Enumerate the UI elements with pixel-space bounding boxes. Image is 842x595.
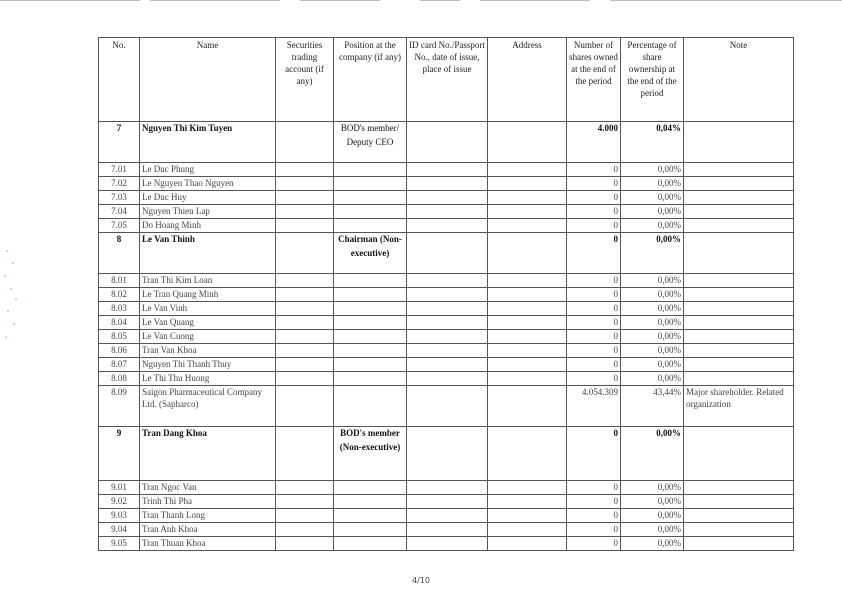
- cell-id-card: [407, 372, 488, 386]
- cell-shares: 0: [567, 427, 621, 481]
- cell-id-card: [407, 316, 488, 330]
- cell-address: [488, 481, 567, 495]
- cell-name: Trinh Thi Pha: [140, 495, 276, 509]
- cell-note: [684, 481, 794, 495]
- cell-position: [334, 358, 407, 372]
- col-name: Name: [140, 38, 276, 122]
- cell-name: Tran Van Khoa: [140, 344, 276, 358]
- table-row: [99, 537, 794, 551]
- cell-name: Tran Dang Khoa: [140, 427, 276, 481]
- col-securities: Securities trading account (if any): [276, 38, 334, 122]
- cell-note: [684, 330, 794, 344]
- table-row: [99, 372, 794, 386]
- cell-no: 8: [99, 233, 140, 274]
- cell-no: 9.04: [99, 523, 140, 537]
- cell-id-card: [407, 177, 488, 191]
- cell-shares: 0: [567, 330, 621, 344]
- cell-position: [334, 386, 407, 427]
- cell-shares: 0: [567, 302, 621, 316]
- table-row: [99, 495, 794, 509]
- cell-name: Tran Thuan Khoa: [140, 537, 276, 551]
- cell-id-card: [407, 233, 488, 274]
- cell-id-card: [407, 386, 488, 427]
- cell-securities: [276, 219, 334, 233]
- cell-address: [488, 288, 567, 302]
- cell-shares: 0: [567, 177, 621, 191]
- cell-position: [334, 344, 407, 358]
- cell-id-card: [407, 122, 488, 163]
- cell-shares: 0: [567, 509, 621, 523]
- cell-name: Le Van Thinh: [140, 233, 276, 274]
- cell-percentage: 0,00%: [621, 509, 684, 523]
- cell-position: [334, 219, 407, 233]
- cell-note: [684, 358, 794, 372]
- cell-note: [684, 509, 794, 523]
- cell-no: 8.03: [99, 302, 140, 316]
- cell-percentage: 43,44%: [621, 386, 684, 427]
- table-row: [99, 427, 794, 481]
- cell-position: [334, 495, 407, 509]
- cell-percentage: 0,00%: [621, 163, 684, 177]
- cell-address: [488, 358, 567, 372]
- cell-percentage: 0,00%: [621, 427, 684, 481]
- cell-securities: [276, 233, 334, 274]
- cell-securities: [276, 537, 334, 551]
- table-row: [99, 302, 794, 316]
- table-header: [99, 38, 794, 122]
- cell-id-card: [407, 330, 488, 344]
- cell-no: 7.02: [99, 177, 140, 191]
- cell-no: 7.05: [99, 219, 140, 233]
- cell-securities: [276, 205, 334, 219]
- cell-name: Tran Thi Kim Loan: [140, 274, 276, 288]
- table-row: [99, 163, 794, 177]
- cell-no: 8.05: [99, 330, 140, 344]
- cell-no: 8.04: [99, 316, 140, 330]
- cell-id-card: [407, 537, 488, 551]
- cell-no: 9: [99, 427, 140, 481]
- table-row: [99, 523, 794, 537]
- table-row: [99, 122, 794, 163]
- cell-percentage: 0,00%: [621, 344, 684, 358]
- cell-name: Tran Thanh Long: [140, 509, 276, 523]
- col-position: Position at the company (if any): [334, 38, 407, 122]
- col-note: Note: [684, 38, 794, 122]
- cell-id-card: [407, 427, 488, 481]
- cell-no: 9.02: [99, 495, 140, 509]
- cell-shares: 0: [567, 233, 621, 274]
- cell-address: [488, 523, 567, 537]
- cell-position: [334, 177, 407, 191]
- cell-id-card: [407, 358, 488, 372]
- cell-address: [488, 177, 567, 191]
- cell-id-card: [407, 523, 488, 537]
- cell-id-card: [407, 495, 488, 509]
- cell-note: [684, 274, 794, 288]
- cell-position: [334, 330, 407, 344]
- cell-percentage: 0,00%: [621, 177, 684, 191]
- cell-address: [488, 191, 567, 205]
- cell-shares: 0: [567, 316, 621, 330]
- cell-shares: 0: [567, 191, 621, 205]
- cell-name: Tran Ngoc Van: [140, 481, 276, 495]
- cell-note: [684, 191, 794, 205]
- cell-shares: 0: [567, 163, 621, 177]
- cell-no: 8.09: [99, 386, 140, 427]
- cell-percentage: 0,00%: [621, 274, 684, 288]
- cell-no: 9.03: [99, 509, 140, 523]
- cell-name: Le Duc Huy: [140, 191, 276, 205]
- cell-securities: [276, 288, 334, 302]
- cell-id-card: [407, 302, 488, 316]
- cell-name: Le Van Cuong: [140, 330, 276, 344]
- cell-securities: [276, 177, 334, 191]
- cell-id-card: [407, 191, 488, 205]
- related-persons-table: [98, 37, 794, 551]
- cell-name: Do Hoang Minh: [140, 219, 276, 233]
- cell-percentage: 0,00%: [621, 205, 684, 219]
- cell-address: [488, 163, 567, 177]
- cell-name: Saigon Pharmaceutical Company Ltd. (Sapharco): [140, 386, 276, 427]
- cell-address: [488, 122, 567, 163]
- cell-name: Nguyen Thi Thanh Thuy: [140, 358, 276, 372]
- cell-address: [488, 219, 567, 233]
- cell-position: BOD's member/ Deputy CEO: [334, 122, 407, 163]
- cell-id-card: [407, 219, 488, 233]
- cell-note: [684, 427, 794, 481]
- cell-note: [684, 219, 794, 233]
- cell-percentage: 0,00%: [621, 358, 684, 372]
- cell-address: [488, 302, 567, 316]
- cell-shares: 0: [567, 481, 621, 495]
- cell-percentage: 0,00%: [621, 219, 684, 233]
- cell-address: [488, 495, 567, 509]
- table-row: [99, 316, 794, 330]
- cell-note: [684, 372, 794, 386]
- cell-shares: 4.054.309: [567, 386, 621, 427]
- cell-securities: [276, 302, 334, 316]
- cell-shares: 0: [567, 523, 621, 537]
- col-percentage: Percentage of share ownership at the end of the period: [621, 38, 684, 122]
- cell-securities: [276, 330, 334, 344]
- cell-address: [488, 344, 567, 358]
- cell-no: 8.01: [99, 274, 140, 288]
- cell-note: [684, 302, 794, 316]
- cell-no: 9.01: [99, 481, 140, 495]
- cell-note: [684, 288, 794, 302]
- cell-address: [488, 316, 567, 330]
- cell-name: Nguyen Thien Lap: [140, 205, 276, 219]
- cell-shares: 0: [567, 205, 621, 219]
- page-number: 4/10: [412, 576, 430, 585]
- cell-percentage: 0,00%: [621, 302, 684, 316]
- cell-note: [684, 316, 794, 330]
- col-shares: Number of shares owned at the end of the period: [567, 38, 621, 122]
- cell-position: [334, 205, 407, 219]
- cell-note: [684, 205, 794, 219]
- cell-position: [334, 191, 407, 205]
- cell-percentage: 0,00%: [621, 233, 684, 274]
- cell-percentage: 0,00%: [621, 191, 684, 205]
- cell-securities: [276, 523, 334, 537]
- cell-shares: 0: [567, 495, 621, 509]
- cell-securities: [276, 316, 334, 330]
- cell-position: [334, 372, 407, 386]
- cell-position: [334, 163, 407, 177]
- cell-percentage: 0,00%: [621, 481, 684, 495]
- cell-note: [684, 163, 794, 177]
- cell-id-card: [407, 509, 488, 523]
- col-address: Address: [488, 38, 567, 122]
- cell-id-card: [407, 163, 488, 177]
- cell-id-card: [407, 205, 488, 219]
- cell-securities: [276, 427, 334, 481]
- cell-no: 8.07: [99, 358, 140, 372]
- cell-name: Le Thi Thu Huong: [140, 372, 276, 386]
- cell-id-card: [407, 288, 488, 302]
- cell-securities: [276, 495, 334, 509]
- table-row: [99, 344, 794, 358]
- cell-securities: [276, 274, 334, 288]
- cell-position: [334, 302, 407, 316]
- cell-name: Le Van Quang: [140, 316, 276, 330]
- cell-no: 7.03: [99, 191, 140, 205]
- stamp-trace: [0, 240, 22, 360]
- col-no: No.: [99, 38, 140, 122]
- cell-position: Chairman (Non-executive): [334, 233, 407, 274]
- cell-percentage: 0,00%: [621, 330, 684, 344]
- cell-no: 8.02: [99, 288, 140, 302]
- cell-id-card: [407, 344, 488, 358]
- cell-position: [334, 288, 407, 302]
- cell-id-card: [407, 274, 488, 288]
- col-id-card: ID card No./Passport No., date of issue, place of issue: [407, 38, 488, 122]
- cell-name: Nguyen Thi Kim Tuyen: [140, 122, 276, 163]
- cell-securities: [276, 191, 334, 205]
- table-row: [99, 219, 794, 233]
- cell-shares: 0: [567, 288, 621, 302]
- cell-position: BOD's member (Non-executive): [334, 427, 407, 481]
- cell-address: [488, 233, 567, 274]
- cell-name: Le Duc Phung: [140, 163, 276, 177]
- table-row: [99, 233, 794, 274]
- cell-securities: [276, 386, 334, 427]
- cell-shares: 0: [567, 344, 621, 358]
- cell-no: 7: [99, 122, 140, 163]
- cell-percentage: 0,00%: [621, 372, 684, 386]
- cell-securities: [276, 509, 334, 523]
- cell-position: [334, 316, 407, 330]
- cell-name: Le Van Vinh: [140, 302, 276, 316]
- table-row: [99, 191, 794, 205]
- cell-no: 9.05: [99, 537, 140, 551]
- table-row: [99, 177, 794, 191]
- cell-securities: [276, 163, 334, 177]
- cell-address: [488, 509, 567, 523]
- cell-percentage: 0,00%: [621, 316, 684, 330]
- cell-shares: 0: [567, 372, 621, 386]
- cell-percentage: 0,00%: [621, 288, 684, 302]
- cell-address: [488, 427, 567, 481]
- cell-securities: [276, 344, 334, 358]
- cell-securities: [276, 358, 334, 372]
- cell-position: [334, 537, 407, 551]
- cell-note: [684, 344, 794, 358]
- cell-note: [684, 537, 794, 551]
- cell-shares: 0: [567, 274, 621, 288]
- cell-securities: [276, 122, 334, 163]
- cell-address: [488, 386, 567, 427]
- cell-no: 8.06: [99, 344, 140, 358]
- cell-note: [684, 177, 794, 191]
- table-row: [99, 205, 794, 219]
- cell-percentage: 0,00%: [621, 537, 684, 551]
- cell-address: [488, 537, 567, 551]
- top-rule: [0, 0, 842, 2]
- document-page: [98, 37, 794, 551]
- table-row: [99, 274, 794, 288]
- cell-securities: [276, 372, 334, 386]
- cell-position: [334, 481, 407, 495]
- table-row: [99, 288, 794, 302]
- cell-shares: 0: [567, 358, 621, 372]
- cell-name: Le Tran Quang Minh: [140, 288, 276, 302]
- cell-name: Tran Anh Khoa: [140, 523, 276, 537]
- cell-position: [334, 509, 407, 523]
- cell-no: 7.04: [99, 205, 140, 219]
- cell-shares: 0: [567, 219, 621, 233]
- table-row: [99, 386, 794, 427]
- cell-no: 7.01: [99, 163, 140, 177]
- cell-name: Le Nguyen Thao Nguyen: [140, 177, 276, 191]
- cell-percentage: 0,00%: [621, 495, 684, 509]
- table-row: [99, 481, 794, 495]
- cell-note: Major shareholder. Related organization: [684, 386, 794, 427]
- cell-note: [684, 523, 794, 537]
- cell-address: [488, 372, 567, 386]
- cell-shares: 4.000: [567, 122, 621, 163]
- cell-shares: 0: [567, 537, 621, 551]
- table-row: [99, 330, 794, 344]
- cell-position: [334, 523, 407, 537]
- table-row: [99, 509, 794, 523]
- cell-id-card: [407, 481, 488, 495]
- cell-securities: [276, 481, 334, 495]
- cell-no: 8.08: [99, 372, 140, 386]
- cell-address: [488, 330, 567, 344]
- cell-note: [684, 233, 794, 274]
- cell-address: [488, 205, 567, 219]
- table-row: [99, 358, 794, 372]
- cell-percentage: 0,04%: [621, 122, 684, 163]
- cell-note: [684, 122, 794, 163]
- cell-note: [684, 495, 794, 509]
- cell-address: [488, 274, 567, 288]
- cell-position: [334, 274, 407, 288]
- cell-percentage: 0,00%: [621, 523, 684, 537]
